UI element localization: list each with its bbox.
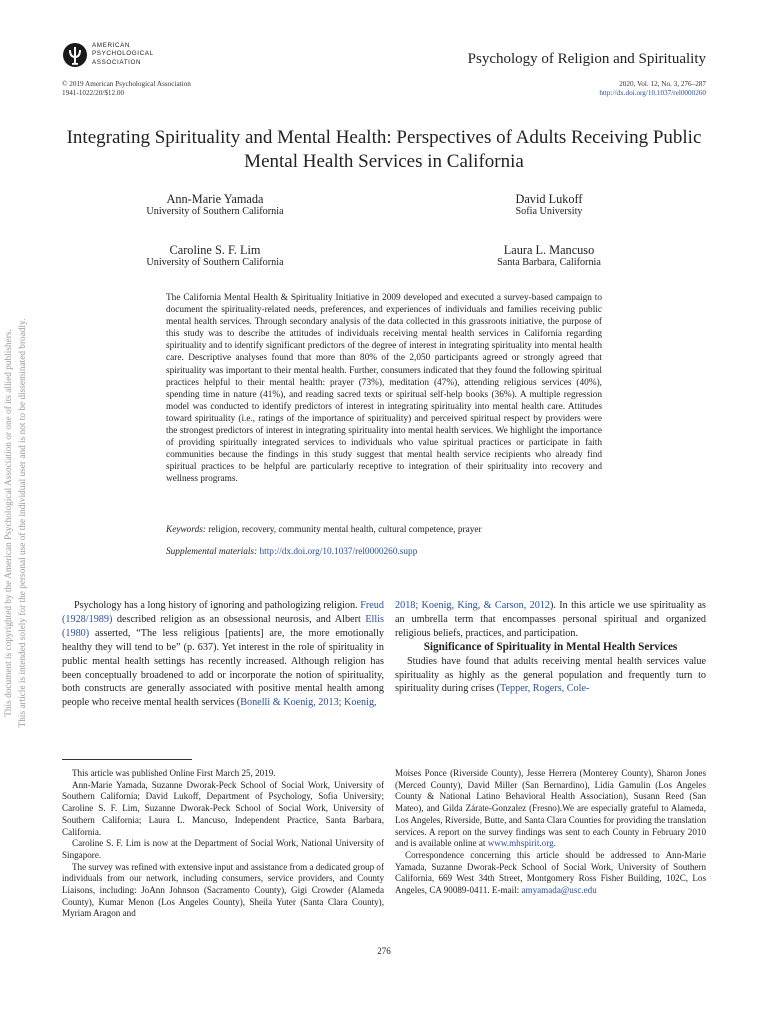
footnote: The survey was refined with extensive input and assistance from a dedicated group of individuals from our network, including consumers, service providers, and County Liaisons, including: JoAnn Johnson (Sacramento County), Gigi Crowder (Alameda County), Kumar Menon (Los Angeles County), Sheila Yuter (Santa Clara County), Myriam Aragon and [62, 861, 384, 919]
footnote: Caroline S. F. Lim is now at the Department of Social Work, National University of Singapore. [62, 838, 384, 860]
apa-logo [62, 42, 162, 72]
page-number: 276 [377, 946, 391, 956]
article-title: Integrating Spirituality and Mental Health: Perspectives of Adults Receiving Public Mental Health Services in California [66, 127, 702, 172]
body-text: Psychology has a long history of ignoring and pathologizing religion. [74, 600, 361, 611]
copyright: © 2019 American Psychological Association [62, 80, 191, 88]
keywords-label: Keywords: [166, 525, 206, 535]
citation-link[interactable]: 2018; Koenig, King, & Carson, 2012 [395, 600, 551, 611]
footnote-divider [62, 759, 192, 760]
website-link[interactable]: www.mhspirit.org [487, 838, 554, 849]
footnote: Ann-Marie Yamada, Suzanne Dworak-Peck School of Social Work, University of Southern California; David Lukoff, Department of Psychology, Sofia University; Caroline S. F. Lim, Suzanne Dworak-Peck School of Social Work, University of Southern California; Laura L. Mancuso, Independent Practice, Santa Barbara, California. [62, 779, 384, 837]
citation-link[interactable]: Tepper, Rogers, Cole- [499, 683, 590, 695]
citation-link[interactable]: Ellis (1980) [62, 613, 384, 639]
supplemental-materials [166, 546, 602, 558]
abstract: The California Mental Health & Spirituality Initiative in 2009 developed and executed a survey-based campaign to document the spirituality-related needs, preferences, and experiences of individuals and families receiving public mental health services. Through secondary analysis of the data collected in this grassroots initiative, the purpose of this study was to describe the attitudes of individuals receiving mental health services in California regarding spirituality and to identify significant predictors of the degree of interest in integrating spirituality into mental health care. Descriptive analyses found that more than 80% of the 2,050 participants agreed or strongly agreed that spirituality was important to their mental health. Further, consumers indicated that they found the following spiritual practices helpful to their mental health: prayer (73%), meditation (47%), attending religious services (40%), spending time in nature (41%), and reading sacred texts or spiritual self-help books (36%). A multiple regression model was conducted to identify predictors of interest in integrating spirituality into mental health care. Attitudes toward spirituality (i.e., ratings of the importance of spirituality) and perceived spiritual respect by providers were the strongest predictors of interest in integrating spirituality into mental health services. We highlight the importance of providing spiritually integrated services to individuals who value spiritual practices or participate in faith communities because the findings in this study suggest that mental health service recipients who already find spiritual practices to be helpful are particularly receptive to integration of their spirituality into recovery and wellness programs. [166, 293, 602, 485]
body-column-right [395, 599, 706, 696]
publisher-name [92, 42, 154, 67]
body-text: ). In this article we use spirituality as an umbrella term that encompasses personal spiritual and organized religious beliefs, practices, and participation. [395, 600, 706, 639]
body-text: Studies have found that adults receiving mental health services value spirituality as highly as the general population and frequently turn to spirituality during crises ( [395, 655, 706, 695]
copyright-block [62, 80, 191, 97]
supplemental-label: Supplemental materials: [166, 547, 258, 557]
body-column-left [62, 599, 384, 710]
footnote [395, 850, 706, 897]
publisher-line1: AMERICAN [92, 42, 131, 49]
citation-link[interactable]: Freud (1928/1989) [62, 600, 384, 625]
footnote: This article was published Online First March 25, 2019. [72, 768, 276, 778]
volume-block [599, 80, 706, 97]
footnotes-right [395, 768, 706, 897]
author-affiliation: University of Southern California [146, 257, 284, 268]
doi-link[interactable]: http://dx.doi.org/10.1037/rel0000260 [599, 88, 706, 97]
footnote-text: . [553, 838, 556, 849]
body-paragraph [62, 599, 384, 710]
author-2 [434, 192, 664, 218]
side-copyright-line2: This article is intended solely for the personal use of the individual user and is not to be disseminated broadly. [18, 318, 28, 728]
volume-info: 2020, Vol. 12, No. 3, 276–287 [619, 80, 706, 88]
keywords [166, 524, 602, 536]
footnote-text: Moises Ponce (Riverside County), Jesse Herrera (Monterey County), Sharon Jones (Merced County), David Miller (San Bernardino), Lidia Gamulin (Los Angeles County & National Latino Behavioral Health Association), Susann Reed (San Mateo), and Gilda Zárate-Gonzalez (Fresno).We are especially grateful to Alameda, Los Angeles, Riverside, Butte, and Santa Clara Counties for providing the translation services. A report on the survey findings was sent to each County in February 2010 and is available online at [395, 768, 706, 849]
issn: 1941-1022/20/$12.00 [62, 88, 125, 97]
side-copyright-line1: This document is copyrighted by the American Psychological Association or one of its allied publishers. [4, 329, 14, 717]
section-heading: Significance of Spirituality in Mental Health Services [423, 640, 678, 653]
email-link[interactable]: amyamada@usc.edu [521, 885, 597, 896]
body-text: asserted, “The less religious [patients] are, the more emotionally healthy they will tend to be” (p. 637). Yet interest in the role of spirituality in public mental health settings has recently increased. Although religion has been conceptually broadened to add or incorporate the notion of spirituality, both constructs are generally associated with positive mental health among people who receive mental health services ( [62, 627, 384, 709]
author-4 [434, 243, 664, 269]
publisher-line3: ASSOCIATION [92, 58, 142, 66]
citation-link[interactable]: Bonelli & Koenig, 2013; Koenig, [240, 697, 377, 709]
author-3 [100, 243, 330, 269]
body-text: described religion as an obsessional neurosis, and Albert [112, 613, 366, 625]
footnotes-left [62, 768, 384, 920]
author-name: David Lukoff [515, 192, 583, 206]
author-affiliation: Sofia University [515, 206, 583, 217]
supplemental-link[interactable]: http://dx.doi.org/10.1037/rel0000260.supp [259, 547, 418, 557]
keywords-text: religion, recovery, community mental health, cultural competence, prayer [208, 525, 482, 535]
author-name: Laura L. Mancuso [503, 243, 595, 257]
journal-title: Psychology of Religion and Spirituality [467, 51, 706, 67]
body-paragraph [395, 599, 706, 641]
body-paragraph [395, 655, 706, 697]
publisher-line2: PSYCHOLOGICAL [92, 50, 154, 58]
author-name: Caroline S. F. Lim [169, 243, 261, 257]
author-affiliation: University of Southern California [146, 206, 284, 217]
footnote-text: Correspondence concerning this article should be addressed to Ann-Marie Yamada, Suzanne Dworak-Peck School of Social Work, University of Southern California, 669 West 34th Street, Montgomery Ross Fisher Building, 102C, Los Angeles, CA 90089-0411. E-mail: [395, 849, 706, 896]
author-1 [100, 192, 330, 218]
author-name: Ann-Marie Yamada [166, 192, 264, 206]
author-affiliation: Santa Barbara, California [497, 257, 601, 268]
apa-psi-logo-icon [62, 42, 88, 68]
footnote [395, 768, 706, 850]
